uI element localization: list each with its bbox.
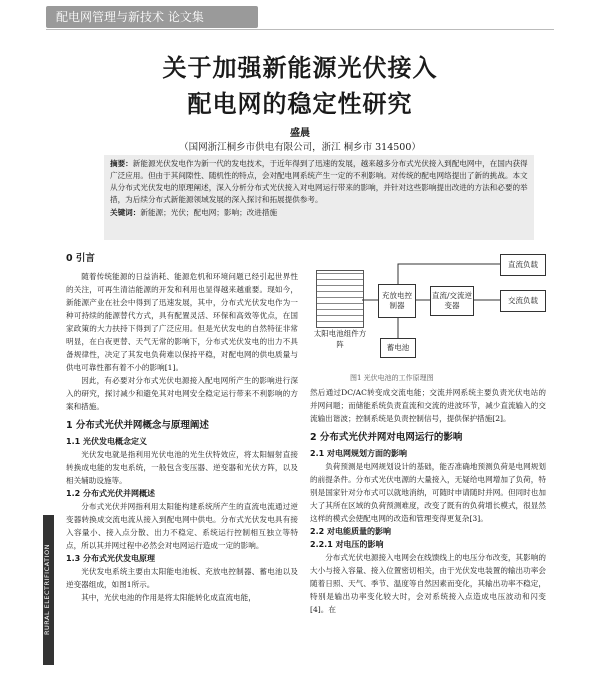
- figure-ac-load-box: 交流负载: [500, 290, 546, 312]
- figure-caption: 图1 光伏电池的工作原理图: [350, 374, 434, 382]
- author: 盛晨: [290, 128, 310, 139]
- paper-title-line1: 关于加强新能源光伏接入: [162, 54, 438, 82]
- figure-pv-label: 太阳电池组件方阵: [313, 329, 367, 349]
- section-2-heading: 2 分布式光伏并网对电网运行的影响: [310, 432, 463, 443]
- section-intro-heading: 0 引言: [66, 253, 95, 264]
- subsection-1-2-heading: 1.2 分布式光伏并网概述: [66, 489, 155, 498]
- paragraph-1-2: 分布式光伏并网指利用太阳能构建系统所产生的直流电流通过逆变器转换成交流电流从接入到配电网中供电。分布式光伏发电具有接入容量小、接入点分散、出力不稳定、系统运行控制相互独立等特点，所以其并网过程中必然会对电网运行造成一定的影响。: [66, 502, 298, 550]
- affiliation: （国网浙江桐乡市供电有限公司，浙江 桐乡市 314500）: [179, 142, 421, 153]
- figure-explanation-paragraph: 然后通过DC/AC转变成交流电能；交流并网系统主要负责光伏电站的并网问题；而储能系统负责直流和交流的进波环节，减少直流输入的交流输出谐波；控制系统是负责控制信号，提供保护措施[2]。: [310, 388, 546, 423]
- keywords-text: 新能源；光伏；配电网；影响；改进措施: [140, 208, 278, 217]
- paragraph-1-1: 光伏发电就是指利用光伏电池的光生伏特效应，将太阳辐射直接转换成电能的发电系统，一般包含变压器、逆变器和光伏方阵，以及相关辅助设施等。: [66, 450, 298, 485]
- intro-paragraph-1: 随着传统能源的日益消耗、能源危机和环境问题已经引起世界性的关注，可再生清洁能源的开发和利用也显得越来越重要。现如今，新能源产业在社会中得到了迅速发展，其中，分布式光伏发电作为一种可持续的能源替代方式，具有配置灵活、环保和高效等优点，在国家政策的大力扶持下得到了广泛应用。但是光伏发电的自然特征非常明显，在白夜更替、天气无常的影响下，分布式光伏发电的出力不具备规律性，决定了其发电负荷难以保持平稳，对配电网的供电质量与供电可靠性都有着不小的影响[1]。: [66, 272, 298, 372]
- right-column: [310, 386, 546, 616]
- figure-dc-load-box: 直流负载: [500, 254, 546, 276]
- section-1-heading: 1 分布式光伏并网概念与原理阐述: [66, 420, 209, 431]
- journal-banner: 配电网管理与新技术 论文集: [46, 6, 258, 28]
- subsection-2-2-1-heading: 2.2.1 对电压的影响: [310, 540, 384, 549]
- subsection-1-1-heading: 1.1 光伏发电概念定义: [66, 437, 147, 446]
- figure-controller-box: 充放电控制器: [378, 284, 416, 318]
- paragraph-1-3-cont: 其中，光伏电池的作用是将太阳能转化成直流电能，: [81, 593, 256, 602]
- connector-controller-dcload: [398, 264, 500, 284]
- subsection-1-3-heading: 1.3 分布式光伏发电原理: [66, 554, 155, 563]
- figure-battery-box: 蓄电池: [380, 338, 416, 358]
- journal-side-label: RURAL ELECTRIFICATION: [43, 515, 54, 665]
- intro-paragraph-2: 因此，有必要对分布式光伏电源接入配电网所产生的影响进行深入的研究，探讨减少和避免其对电网安全稳定运行带来不利影响的方案和措施。: [66, 376, 298, 411]
- paragraph-1-3: 光伏发电系统主要由太阳能电池板、充放电控制器、蓄电池以及逆变器组成，如图1所示。: [66, 567, 298, 589]
- keywords-label: 关键词：: [110, 208, 141, 217]
- paragraph-2-2-1: 分布式光伏电源接入电网会在线馈线上的电压分布改变，其影响的大小与接入容量、接入位置密切相关，由于光伏发电装置的输出功率会随着日照、天气、季节、温度等自然因素而变化，其输出功率不稳定，特别是输出功率变化较大时，会对系统接入点造成电压波动和闪变[4]。在: [310, 553, 546, 614]
- subsection-2-1-heading: 2.1 对电网规划方面的影响: [310, 449, 407, 458]
- figure-inverter-box: 直流/交流逆变器: [430, 286, 474, 316]
- abstract-text: 新能源光伏发电作为新一代的发电技术，于近年得到了迅速的发展，越来越多分布式光伏接入到配电网中，在国内获得广泛应用。但由于其间隙性、随机性的特点，会对配电网系统产生一定的不利影响。对传统的配电网络提出了新的挑战。本文从分布式光伏发电的原理阐述，深入分析分布式光伏接入对电网运行带来的影响，并针对这些影响提出改进的方法和必要的举措，为后续分布式新能源领域发展的深入探讨和拓展提供参考。: [110, 159, 528, 204]
- paper-title-line2: 配电网的稳定性研究: [187, 90, 413, 118]
- abstract-label: 摘要：: [110, 159, 133, 168]
- subsection-2-2-heading: 2.2 对电能质量的影响: [310, 527, 391, 536]
- paragraph-2-1: 负荷预测是电网规划设计的基础，能否准确地预测负荷是电网规划的前提条件。分布式光伏电源的大量接入，无疑给电网增加了负荷，特别是国家针对分布式可以就地消纳，可随时申请随时并网。但同时也加大了其所在区域的负荷预测难度，改变了既有的负荷增长模式，很显然这样的模式会使配电网的改造和管理变得更复杂[3]。: [310, 462, 546, 523]
